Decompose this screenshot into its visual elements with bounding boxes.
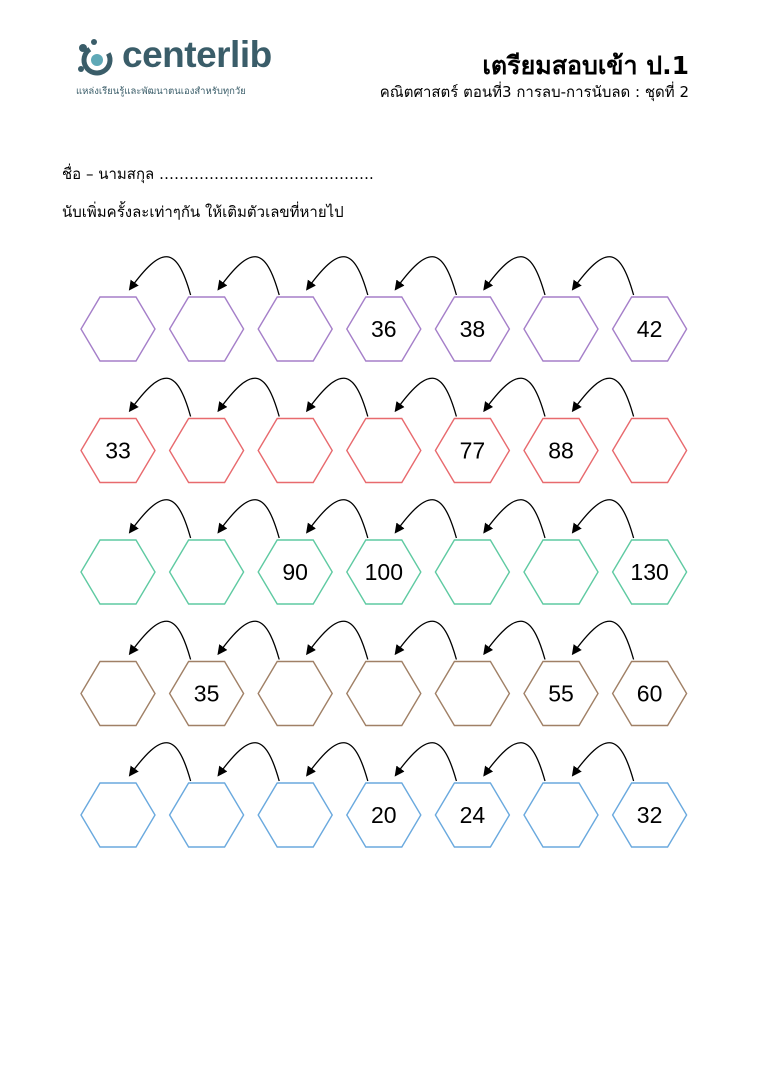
arrow-left-icon <box>130 257 191 295</box>
hexagon-blank[interactable] <box>170 783 244 847</box>
hexagon-blank[interactable] <box>170 297 244 361</box>
arrow-left-icon <box>307 378 368 416</box>
hexagon-number: 38 <box>459 316 486 342</box>
hexagon-blank[interactable] <box>81 662 155 726</box>
hexagon-blank[interactable] <box>81 783 155 847</box>
arrow-left-icon <box>307 621 368 659</box>
logo-wordmark: centerlib <box>122 34 272 75</box>
hexagon-blank[interactable] <box>258 419 332 483</box>
hexagon-number: 130 <box>630 559 669 585</box>
hexagon-number: 77 <box>459 437 486 464</box>
hexagon-number: 88 <box>548 437 574 464</box>
instruction-text: นับเพิ่มครั้งละเท่าๆกัน ให้เติมตัวเลขที่หายไป <box>62 203 344 221</box>
arrow-left-icon <box>573 257 634 295</box>
arrow-left-icon <box>130 378 191 416</box>
hexagon-blank[interactable] <box>170 540 244 604</box>
hex-row <box>81 743 687 847</box>
hexagon-number: 90 <box>282 559 308 585</box>
hexagon-blank[interactable] <box>435 540 509 604</box>
hexagon-number: 36 <box>371 316 397 342</box>
hex-row <box>81 621 687 725</box>
arrow-left-icon <box>573 500 634 538</box>
hex-row <box>81 500 687 604</box>
arrow-left-icon <box>573 621 634 659</box>
hexagon-number: 33 <box>105 437 131 464</box>
hexagon-blank[interactable] <box>524 297 598 361</box>
hexagon-number: 24 <box>459 802 486 828</box>
arrow-left-icon <box>219 378 280 416</box>
hexagon-blank[interactable] <box>524 783 598 847</box>
arrow-left-icon <box>484 621 545 659</box>
hexagon-number: 42 <box>636 316 663 342</box>
hexagon-number: 32 <box>636 802 663 828</box>
hex-row <box>81 378 687 482</box>
arrow-left-icon <box>130 743 191 781</box>
arrow-left-icon <box>396 257 457 295</box>
arrow-left-icon <box>307 257 368 295</box>
hexagon-number: 60 <box>636 680 663 707</box>
hexagon-blank[interactable] <box>81 540 155 604</box>
hexagon-blank[interactable] <box>170 419 244 483</box>
arrow-left-icon <box>219 500 280 538</box>
hexagon-blank[interactable] <box>258 783 332 847</box>
arrow-left-icon <box>396 621 457 659</box>
logo-tagline: แหล่งเรียนรู้และพัฒนาตนเองสำหรับทุกวัย <box>76 86 246 97</box>
hexagon-number: 100 <box>364 559 403 585</box>
arrow-left-icon <box>484 378 545 416</box>
hex-row <box>81 257 687 361</box>
arrow-left-icon <box>130 621 191 659</box>
arrow-left-icon <box>219 743 280 781</box>
arrow-left-icon <box>219 257 280 295</box>
hexagon-blank[interactable] <box>524 540 598 604</box>
logo <box>74 36 304 106</box>
arrow-left-icon <box>484 500 545 538</box>
hexagon-number: 35 <box>193 680 220 707</box>
hexagon-blank[interactable] <box>613 419 687 483</box>
arrow-left-icon <box>573 743 634 781</box>
hexagon-blank[interactable] <box>258 297 332 361</box>
hexagon-blank[interactable] <box>347 662 421 726</box>
page-subtitle: คณิตศาสตร์ ตอนที่3 การลบ-การนับลด : ชุดที่ 2 <box>379 83 689 101</box>
arrow-left-icon <box>396 378 457 416</box>
arrow-left-icon <box>307 500 368 538</box>
hexagon-puzzle <box>0 240 763 880</box>
logo-icon <box>74 36 120 82</box>
arrow-left-icon <box>307 743 368 781</box>
arrow-left-icon <box>573 378 634 416</box>
arrow-left-icon <box>130 500 191 538</box>
page-title: เตรียมสอบเข้า ป.1 <box>482 51 689 80</box>
hexagon-blank[interactable] <box>81 297 155 361</box>
arrow-left-icon <box>396 500 457 538</box>
hexagon-blank[interactable] <box>258 662 332 726</box>
hexagon-number: 55 <box>548 680 574 707</box>
arrow-left-icon <box>484 743 545 781</box>
hexagon-number: 20 <box>371 802 397 828</box>
hexagon-blank[interactable] <box>435 662 509 726</box>
hexagon-blank[interactable] <box>347 419 421 483</box>
name-field: ชื่อ – นามสกุล ……………………………………. <box>62 165 374 183</box>
arrow-left-icon <box>396 743 457 781</box>
arrow-left-icon <box>219 621 280 659</box>
arrow-left-icon <box>484 257 545 295</box>
